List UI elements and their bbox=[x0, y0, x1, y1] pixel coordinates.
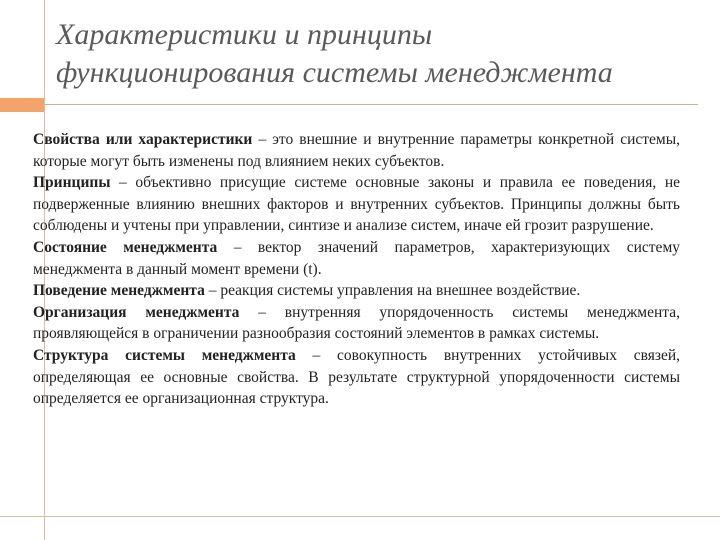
slide-title-line-1: Характеристики и принципы bbox=[56, 18, 433, 51]
paragraph-organization bbox=[33, 302, 680, 345]
slide-title-line-2: функционирования системы менеджмента bbox=[56, 56, 613, 89]
paragraph-principles bbox=[33, 172, 680, 237]
paragraph-structure bbox=[33, 345, 680, 410]
slide-body bbox=[33, 129, 680, 410]
term-structure: Структура системы менеджмента bbox=[33, 346, 296, 364]
slide-title bbox=[56, 16, 706, 92]
definition-state: – вектор значений параметров, характеризующих систему менеджмента в данный момент времени (t). bbox=[33, 238, 680, 278]
accent-bar bbox=[0, 98, 44, 112]
bottom-horizontal-rule bbox=[0, 516, 720, 517]
definition-principles: – объективно присущие системе основные законы и правила ее поведения, не подверженные влиянию внешних факторов и внутренних субъектов. Принципы должны быть соблюдены и учтены при управлении, синтизе и анализе систем, иначе ей грозит разрушение. bbox=[33, 174, 680, 235]
paragraph-properties bbox=[33, 129, 680, 172]
definition-organization: – внутренняя упорядоченность системы менеджмента, проявляющейся в ограничении разнообразия состояний элементов в рамках системы. bbox=[33, 303, 680, 343]
term-organization: Организация менеджмента bbox=[33, 303, 240, 321]
paragraph-state bbox=[33, 237, 680, 280]
term-behavior: Поведение менеджмента bbox=[33, 282, 205, 300]
definition-structure: – совокупность внутренних устойчивых связей, определяющая ее основные свойства. В результате структурной упорядоченности системы определяется ее организационная структура. bbox=[33, 346, 680, 408]
paragraph-behavior bbox=[33, 280, 680, 302]
slide-title-area bbox=[0, 0, 720, 104]
title-underline bbox=[44, 104, 698, 105]
term-principles: Принципы bbox=[33, 174, 111, 192]
definition-behavior: – реакция системы управления на внешнее воздействие. bbox=[204, 282, 581, 300]
term-properties: Свойства или характеристики bbox=[33, 131, 253, 148]
term-state: Состояние менеджмента bbox=[33, 238, 218, 256]
definition-properties: – это внешние и внутренние параметры конкретной системы, которые могут быть изменены под влиянием неких субъектов. bbox=[33, 131, 680, 170]
